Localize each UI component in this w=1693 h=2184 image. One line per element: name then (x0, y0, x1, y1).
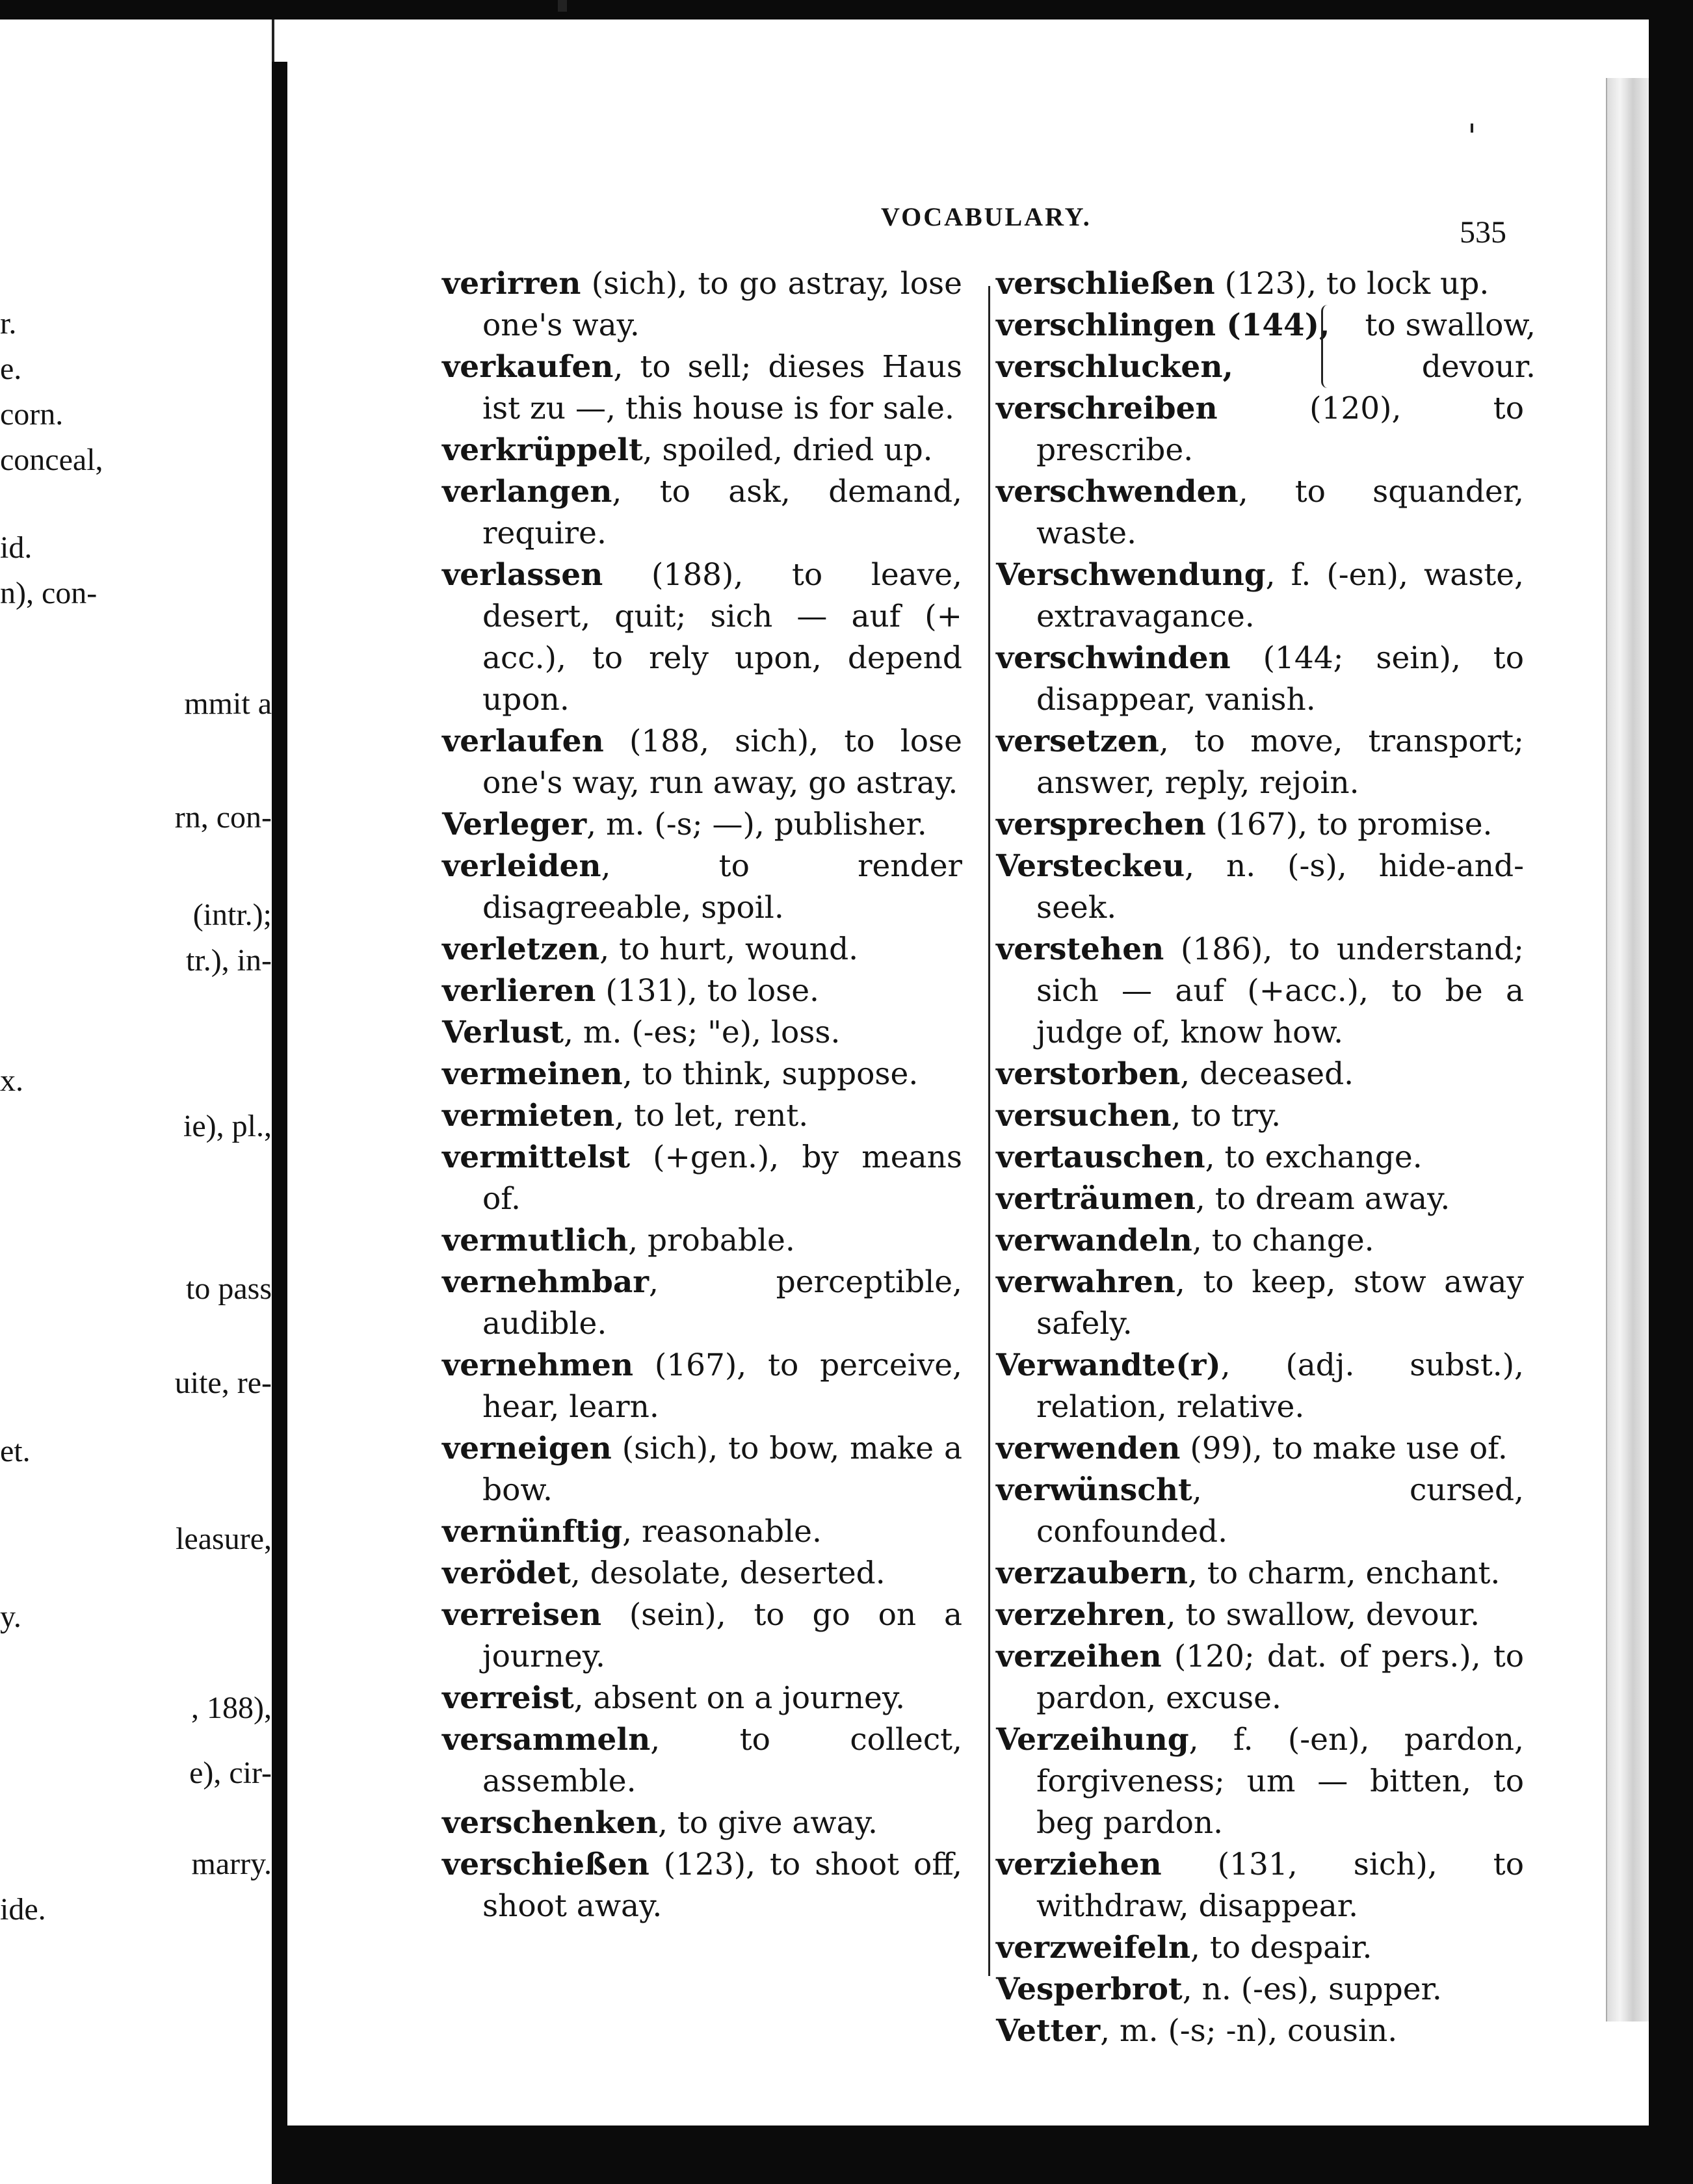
headword: verirren (442, 266, 581, 302)
vocab-entry (442, 721, 962, 804)
right-column-bottom-entries (996, 388, 1524, 2052)
left-page-fragment: , 188), (191, 1691, 272, 1725)
scan-speck (1471, 124, 1473, 133)
left-page-fragment: uite, re- (174, 1366, 272, 1400)
vocab-entry (442, 970, 962, 1012)
headword: versetzen (996, 723, 1159, 759)
headword: vermieten (442, 1098, 615, 1134)
definition: (sein), to go on a journey. (482, 1597, 962, 1674)
headword: versprechen (996, 807, 1206, 842)
headword: verwünscht (996, 1472, 1192, 1508)
vocab-entry (442, 471, 962, 554)
headword: verschwinden (996, 640, 1231, 676)
definition: (131, sich), to withdraw, disappear. (1036, 1847, 1524, 1924)
definition: (131), to lose. (596, 973, 819, 1009)
definition: (144; sein), to disappear, vanish. (1036, 640, 1524, 718)
headword: verschenken (442, 1805, 658, 1841)
vocab-entry (996, 263, 1524, 305)
headword: verkrüppelt (442, 432, 643, 468)
left-page-fragment: ide. (0, 1892, 46, 1927)
left-page-fragment: marry. (191, 1847, 272, 1881)
scan-top-edge (0, 0, 1693, 20)
headword: vernünftig (442, 1514, 623, 1550)
headword: verträumen (996, 1181, 1196, 1217)
definition: , to collect, assemble. (482, 1722, 962, 1799)
vocab-entry (996, 804, 1524, 846)
braced-entry (996, 305, 1536, 388)
vocab-entry (442, 1345, 962, 1428)
headword: verschießen (442, 1847, 650, 1882)
vocab-entry (442, 929, 962, 970)
page-edge-stack (1606, 78, 1650, 2022)
definition: , to ask, demand, require. (482, 474, 962, 551)
vocab-entry (442, 1511, 962, 1553)
definition: (99), to make use of. (1180, 1431, 1508, 1466)
definition: (167), to perceive, hear, learn. (482, 1347, 962, 1425)
headword: verlangen (442, 474, 612, 510)
vocab-entry (996, 1345, 1524, 1428)
headword: verlassen (442, 557, 603, 593)
headword: Verwandte(r) (996, 1347, 1221, 1383)
left-page-fragment: conceal, (0, 443, 103, 477)
definition: , n. (-es), supper. (1182, 1971, 1442, 2007)
definition: , spoiled, dried up. (642, 432, 933, 468)
vocab-entry (996, 1969, 1524, 2010)
vocab-entry (442, 1802, 962, 1844)
definition: , to render disagreeable, spoil. (482, 848, 962, 926)
headword: verreisen (442, 1597, 602, 1633)
headword: Verzeihung (996, 1722, 1189, 1758)
scan-right-edge (1649, 0, 1693, 2184)
headword: vertauschen (996, 1139, 1205, 1175)
definition: , to swallow, devour. (1166, 1597, 1480, 1633)
headword: verzaubern (996, 1555, 1188, 1591)
headword: verstehen (996, 931, 1164, 967)
vocabulary-column-left (442, 263, 962, 1927)
definition: , to change. (1192, 1223, 1374, 1258)
vocab-entry (442, 346, 962, 430)
definition: (120), to prescribe. (1036, 391, 1524, 468)
headword: verziehen (996, 1847, 1162, 1882)
headword: verschließen (996, 266, 1215, 302)
vocab-entry (442, 1428, 962, 1511)
vocab-entry (996, 1594, 1524, 1636)
headword: verkaufen (442, 349, 614, 385)
vocab-entry (996, 1095, 1524, 1137)
headword: Verlust (442, 1015, 564, 1050)
headword: Verschwendung (996, 557, 1266, 593)
headword: verzehren (996, 1597, 1166, 1633)
definition: (sich), to go astray, lose one's way. (482, 266, 962, 343)
left-page-fragment: corn. (0, 397, 64, 432)
vocab-entry (442, 1678, 962, 1719)
definition: (120; dat. of pers.), to pardon, excuse. (1036, 1639, 1524, 1716)
vocab-entry (442, 1719, 962, 1802)
vocab-entry (996, 1636, 1524, 1719)
definition: , to let, rent. (614, 1098, 809, 1134)
headword: verlaufen (442, 723, 604, 759)
left-page-fragment: e), cir- (189, 1756, 272, 1790)
definition: , deceased. (1180, 1056, 1354, 1092)
vocab-entry (996, 554, 1524, 638)
vocab-entry (442, 1012, 962, 1054)
vocab-entry (996, 1844, 1524, 1927)
vocab-entry (442, 846, 962, 929)
definition: , (adj. subst.), relation, relative. (1036, 1347, 1524, 1425)
vocab-entry (996, 929, 1524, 1054)
left-page-fragment: x. (0, 1063, 23, 1098)
definition: (123), to shoot off, shoot away. (482, 1847, 962, 1924)
vocab-entry (996, 1553, 1524, 1594)
braced-headword-1: verschlingen (144), (996, 307, 1330, 343)
left-page-fragment: et. (0, 1434, 31, 1468)
headword: verwahren (996, 1264, 1175, 1300)
vocab-entry (442, 1553, 962, 1594)
left-page-fragment: rn, con- (174, 800, 272, 835)
scan-bottom-edge (272, 2126, 1693, 2184)
definition: (167), to promise. (1205, 807, 1493, 842)
vocab-entry (996, 721, 1524, 804)
right-column-top-entries (996, 263, 1524, 305)
vocab-entry (442, 1137, 962, 1220)
definition: , m. (-s; —), publisher. (586, 807, 927, 842)
definition: , to move, transport; answer, reply, rejoin. (1036, 723, 1524, 801)
definition: , to keep, stow away safely. (1036, 1264, 1524, 1342)
left-page-fragment: (intr.); (192, 898, 272, 932)
definition: , f. (-en), pardon, forgiveness; um — bitten, to beg pardon. (1036, 1722, 1524, 1841)
definition: , to despair. (1190, 1930, 1372, 1966)
headword: verleiden (442, 848, 601, 884)
vocab-entry (996, 2010, 1524, 2052)
headword: Verleger (442, 807, 587, 842)
left-page-fragment: ie), pl., (183, 1109, 272, 1143)
left-page-fragment: e. (0, 352, 22, 386)
left-page-fragment: r. (0, 306, 17, 341)
vocab-entry (442, 1054, 962, 1095)
left-page-fragment: mmit a (184, 686, 272, 721)
vocab-entry (996, 471, 1524, 554)
definition: , absent on a journey. (573, 1680, 906, 1716)
book-gutter (272, 62, 287, 2184)
definition: (188, sich), to lose one's way, run away, go astray. (482, 723, 962, 801)
headword: Vetter (996, 2013, 1101, 2049)
left-page-fragments (0, 20, 272, 1970)
vocab-entry (996, 1137, 1524, 1178)
page-number: 535 (1460, 215, 1506, 250)
definition: , to think, suppose. (622, 1056, 919, 1092)
headword: verzeihen (996, 1639, 1162, 1674)
headword: vernehmbar (442, 1264, 650, 1300)
vocab-entry (442, 804, 962, 846)
vocab-entry (996, 1220, 1524, 1262)
headword: verschwenden (996, 474, 1239, 510)
vocab-entry (442, 1220, 962, 1262)
vocab-entry (996, 1719, 1524, 1844)
vocab-entry (442, 430, 962, 471)
left-page (0, 20, 274, 2184)
headword: versuchen (996, 1098, 1172, 1134)
definition: , desolate, deserted. (570, 1555, 886, 1591)
headword: verneigen (442, 1431, 612, 1466)
headword: vermutlich (442, 1223, 629, 1258)
headword: verschreiben (996, 391, 1218, 426)
headword: verlieren (442, 973, 596, 1009)
vocab-entry (442, 554, 962, 721)
left-page-fragment: tr.), in- (186, 943, 272, 978)
headword: Versteckeu (996, 848, 1185, 884)
headword: vermeinen (442, 1056, 623, 1092)
definition: (+gen.), by means of. (482, 1139, 962, 1217)
definition: , probable. (628, 1223, 795, 1258)
running-header: VOCABULARY. (881, 202, 1092, 231)
vocab-entry (996, 638, 1524, 721)
braced-gloss (1341, 305, 1536, 388)
scan-speck (558, 0, 567, 12)
left-page-fragment: to pass (186, 1271, 272, 1306)
vocab-entry (996, 846, 1524, 929)
braced-gloss-2: devour. (1421, 349, 1536, 385)
definition: , to charm, enchant. (1188, 1555, 1501, 1591)
vocab-entry (442, 263, 962, 346)
headword: verletzen (442, 931, 600, 967)
definition: , to squander, waste. (1036, 474, 1524, 551)
left-page-fragment: y. (0, 1600, 21, 1634)
vocab-entry (996, 1054, 1524, 1095)
headword: versammeln (442, 1722, 651, 1758)
vocab-entry (442, 1594, 962, 1678)
definition: , to give away. (657, 1805, 878, 1841)
vocab-entry (996, 1178, 1524, 1220)
headword: verwenden (996, 1431, 1181, 1466)
definition: , cursed, confounded. (1036, 1472, 1524, 1550)
definition: , to dream away. (1195, 1181, 1450, 1217)
definition: , m. (-s; -n), cousin. (1100, 2013, 1398, 2049)
vocab-entry (996, 1470, 1524, 1553)
vocab-entry (996, 1927, 1524, 1969)
vocabulary-column-right (996, 263, 1536, 2052)
brace-mark (1321, 305, 1336, 388)
left-page-fragment: n), con- (0, 576, 98, 610)
vocab-entry (442, 1095, 962, 1137)
vocab-entry (442, 1844, 962, 1927)
vocab-entry (996, 1428, 1524, 1470)
vocab-entry (996, 388, 1524, 471)
definition: , f. (-en), waste, extravagance. (1036, 557, 1524, 634)
headword: verreist (442, 1680, 574, 1716)
definition: (123), to lock up. (1214, 266, 1490, 302)
headword: verzweifeln (996, 1930, 1191, 1966)
braced-headword-2: verschlucken, (996, 349, 1233, 385)
vocab-entry (442, 1262, 962, 1345)
definition: , to exchange. (1205, 1139, 1423, 1175)
definition: , m. (-es; "e), loss. (564, 1015, 841, 1050)
left-page-fragment: id. (0, 530, 33, 565)
definition: , n. (-s), hide-and-seek. (1036, 848, 1524, 926)
headword: vermittelst (442, 1139, 630, 1175)
headword: verwandeln (996, 1223, 1192, 1258)
definition: , to hurt, wound. (599, 931, 859, 967)
definition: , perceptible, audible. (482, 1264, 962, 1342)
definition: (188), to leave, desert, quit; sich — auf (+ acc.), to rely upon, depend upon. (482, 557, 962, 718)
headword: vernehmen (442, 1347, 634, 1383)
definition: (186), to understand; sich — auf (+acc.), to be a judge of, know how. (1036, 931, 1524, 1050)
definition: , reasonable. (622, 1514, 822, 1550)
headword: verödet (442, 1555, 571, 1591)
vocab-entry (996, 1262, 1524, 1345)
definition: (sich), to bow, make a bow. (482, 1431, 962, 1508)
column-divider (988, 286, 990, 1976)
left-page-fragment: leasure, (176, 1522, 272, 1556)
headword: Vesperbrot (996, 1971, 1183, 2007)
definition: , to try. (1171, 1098, 1281, 1134)
headword: verstorben (996, 1056, 1181, 1092)
braced-gloss-1: to swallow, (1365, 307, 1536, 343)
definition: , to sell; dieses Haus ist zu —, this house is for sale. (482, 349, 962, 426)
